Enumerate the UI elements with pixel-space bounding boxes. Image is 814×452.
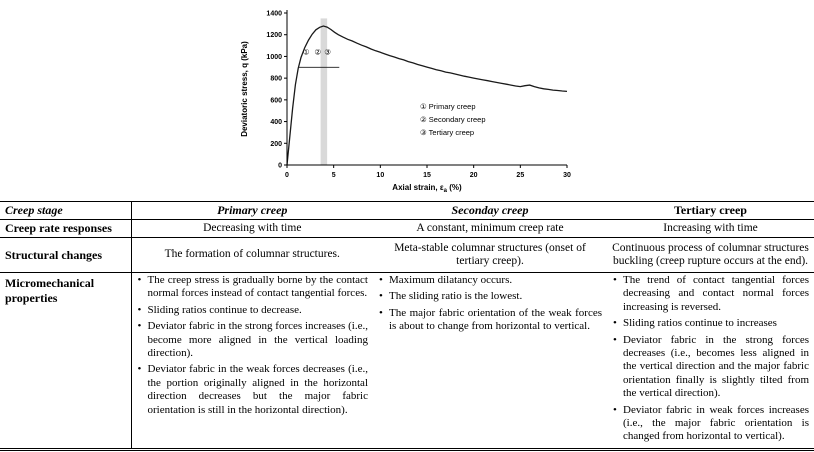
header-secondary-creep: Seconday creep — [373, 202, 607, 220]
bullet-item: • The creep stress is gradually borne by the contact normal forces instead of contact tangential forces. — [137, 274, 369, 301]
y-tick-label: 600 — [269, 97, 282, 105]
y-tick-label: 1400 — [265, 10, 282, 18]
bullet-item: • Sliding ratios continue to decrease. — [137, 304, 369, 317]
y-tick-label: 400 — [269, 119, 282, 127]
cell-struct-primary: The formation of columnar structures. — [131, 238, 373, 273]
x-tick-label: 25 — [515, 172, 524, 179]
bullet-item: • Sliding ratios continue to increases — [612, 317, 809, 330]
header-tertiary-creep: Tertiary creep — [607, 202, 814, 220]
y-axis-label: Deviatoric stress, q (kPa) — [239, 41, 249, 137]
bullet-list-tertiary — [612, 274, 809, 444]
y-tick-label: 800 — [269, 75, 282, 83]
row-label-micromechanical: Micromechanical properties — [0, 273, 131, 450]
creep-stage-table — [0, 201, 814, 451]
bullet-item: • Maximum dilatancy occurs. — [378, 274, 602, 287]
y-tick-label: 1000 — [265, 53, 282, 61]
cell-rate-primary: Decreasing with time — [131, 220, 373, 238]
row-label-creep-rate: Creep rate responses — [0, 220, 131, 238]
stage-marker: ① — [302, 47, 310, 57]
header-creep-stage: Creep stage — [0, 202, 131, 220]
bullet-item: • Deviator fabric in the strong forces increases (i.e., become more aligned in the vertical loading direction). — [137, 320, 369, 360]
y-tick-label: 1200 — [265, 32, 282, 40]
x-tick-label: 0 — [284, 172, 289, 179]
legend-item: ② Secondary creep — [419, 115, 486, 124]
shaded-band — [320, 18, 327, 165]
bullet-item: • Deviator fabric in the weak forces decreases (i.e., the portion originally aligned in the horizontal direction decreases but the major fabric orientation is still in the horizontal direction). — [137, 363, 369, 417]
y-tick-label: 200 — [269, 140, 282, 148]
stage-marker: ② — [313, 47, 321, 57]
bullet-item: • The trend of contact tangential forces decreasing and contact normal forces increasing is reversed. — [612, 274, 809, 314]
x-tick-label: 20 — [469, 172, 478, 179]
cell-micro-tertiary — [607, 273, 814, 450]
creep-chart-svg — [235, 3, 580, 195]
stage-marker: ③ — [323, 47, 331, 57]
header-primary-creep: Primary creep — [131, 202, 373, 220]
bullet-item: • The sliding ratio is the lowest. — [378, 290, 602, 303]
table-row-creep-rate — [0, 220, 814, 238]
cell-rate-secondary: A constant, minimum creep rate — [373, 220, 607, 238]
row-label-structural-changes: Structural changes — [0, 238, 131, 273]
cell-rate-tertiary: Increasing with time — [607, 220, 814, 238]
bullet-item: • Deviator fabric in weak forces increases (i.e., the major fabric orientation is changed from horizontal to vertical). — [612, 404, 809, 444]
x-tick-label: 15 — [422, 172, 431, 179]
bullet-item: • Deviator fabric in the strong forces decreases (i.e., becomes less aligned in the vertical direction and the major fabric orientation finally is slightly tilted from the vertical direction). — [612, 334, 809, 401]
bullet-list-primary — [137, 274, 369, 417]
cell-struct-tertiary: Continuous process of columnar structures buckling (creep rupture occurs at the end). — [607, 238, 814, 273]
table-header-row — [0, 202, 814, 220]
legend-item: ① Primary creep — [419, 102, 475, 111]
bullet-list-secondary — [378, 274, 602, 334]
x-axis-label: Axial strain, $\varepsilon_a$ (%) — [391, 183, 462, 194]
x-tick-label: 10 — [375, 172, 384, 179]
creep-stage-chart — [235, 0, 580, 199]
bullet-item: • The major fabric orientation of the weak forces is about to change from horizontal to vertical. — [378, 307, 602, 334]
table-row-micromechanical — [0, 273, 814, 450]
x-tick-label: 30 — [562, 172, 571, 179]
table-row-structural-changes — [0, 238, 814, 273]
legend-item: ③ Tertiary creep — [419, 128, 474, 137]
x-tick-label: 5 — [331, 172, 336, 179]
cell-micro-primary — [131, 273, 373, 450]
cell-struct-secondary: Meta-stable columnar structures (onset of tertiary creep). — [373, 238, 607, 273]
y-tick-label: 0 — [277, 162, 282, 170]
cell-micro-secondary — [373, 273, 607, 450]
